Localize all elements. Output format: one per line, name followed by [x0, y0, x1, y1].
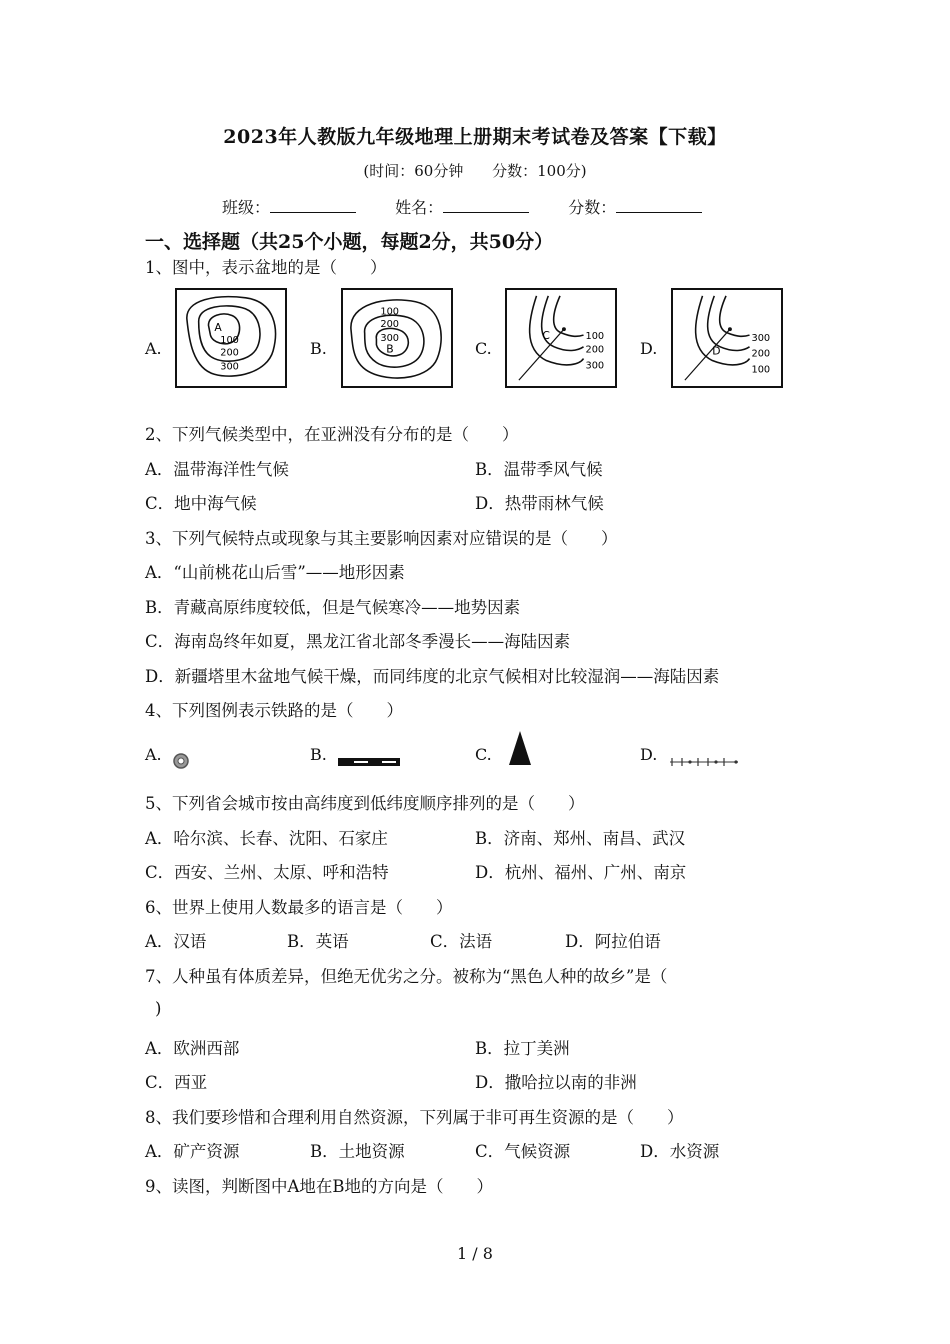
- q5-option-d[interactable]: D．杭州、福州、广州、南京: [475, 863, 687, 882]
- q1-option-b[interactable]: B.: [310, 339, 327, 358]
- contour-map-b: [341, 288, 453, 388]
- fig-c-label-200: 200: [585, 344, 605, 356]
- fig-c-label-300: 300: [585, 360, 605, 372]
- q7-option-d[interactable]: D．撒哈拉以南的非洲: [475, 1073, 637, 1092]
- q2-option-d[interactable]: D．热带雨林气候: [475, 494, 604, 513]
- q4-option-d[interactable]: D.: [640, 745, 658, 764]
- fig-a-label-300: 300: [220, 361, 239, 373]
- fig-d-label-300: 300: [751, 332, 771, 344]
- class-label: 班级：: [222, 198, 271, 217]
- name-label: 姓名：: [395, 198, 444, 217]
- fig-a-label-a: A: [214, 321, 222, 335]
- score-blank[interactable]: [616, 196, 702, 213]
- q2-stem: 2、下列气候类型中，在亚洲没有分布的是（ ）: [145, 425, 519, 444]
- q4-option-b[interactable]: B.: [310, 745, 327, 764]
- q6-stem: 6、世界上使用人数最多的语言是（ ）: [145, 898, 453, 917]
- time-info: (时间：60分钟: [363, 162, 464, 180]
- fig-d-label-200: 200: [751, 348, 771, 360]
- q1-option-c[interactable]: C.: [475, 339, 492, 358]
- map-symbol-circle-icon: [172, 752, 190, 770]
- q8-option-b[interactable]: B．土地资源: [310, 1142, 405, 1161]
- q2-option-c[interactable]: C．地中海气候: [145, 494, 257, 513]
- score-info: 分数：100分): [492, 162, 587, 180]
- q6-option-b[interactable]: B．英语: [287, 932, 349, 951]
- mountain-peak-icon: [508, 730, 532, 766]
- q1-option-d[interactable]: D.: [640, 339, 658, 358]
- q6-option-d[interactable]: D．阿拉伯语: [565, 932, 661, 951]
- name-blank[interactable]: [443, 196, 529, 213]
- q4-option-c[interactable]: C.: [475, 745, 492, 764]
- contour-map-d: [671, 288, 783, 388]
- q1-stem: 1、图中，表示盆地的是（ ）: [145, 258, 387, 277]
- q3-stem: 3、下列气候特点或现象与其主要影响因素对应错误的是（ ）: [145, 529, 618, 548]
- q5-option-b[interactable]: B．济南、郑州、南昌、武汉: [475, 829, 686, 848]
- section-heading: 一、选择题（共25个小题，每题2分，共50分）: [145, 231, 554, 253]
- page-number: 1 / 8: [457, 1244, 493, 1263]
- q3-option-b[interactable]: B．青藏高原纬度较低，但是气候寒冷——地势因素: [145, 598, 521, 617]
- q5-option-a[interactable]: A．哈尔滨、长春、沈阳、石家庄: [145, 829, 388, 848]
- q8-option-c[interactable]: C．气候资源: [475, 1142, 571, 1161]
- q6-option-a[interactable]: A．汉语: [145, 932, 207, 951]
- q9-stem: 9、读图，判断图中A地在B地的方向是（ ）: [145, 1177, 494, 1196]
- q7-option-c[interactable]: C．西亚: [145, 1073, 208, 1092]
- fig-b-label-100: 100: [380, 306, 400, 318]
- class-blank[interactable]: [270, 196, 356, 213]
- q4-option-a[interactable]: A.: [145, 745, 162, 764]
- q7-option-a[interactable]: A．欧洲西部: [145, 1039, 240, 1058]
- fig-b-label-b: B: [386, 342, 394, 356]
- fig-b-label-200: 200: [380, 319, 400, 331]
- q3-option-c[interactable]: C．海南岛终年如夏，黑龙江省北部冬季漫长——海陆因素: [145, 632, 571, 651]
- boundary-line-icon: [670, 757, 740, 767]
- q3-option-d[interactable]: D．新疆塔里木盆地气候干燥，而同纬度的北京气候相对比较湿润——海陆因素: [145, 667, 720, 686]
- q5-option-c[interactable]: C．西安、兰州、太原、呼和浩特: [145, 863, 389, 882]
- contour-map-a: [175, 288, 287, 388]
- fig-d-label-100: 100: [751, 364, 771, 376]
- q2-option-b[interactable]: B．温带季风气候: [475, 460, 603, 479]
- q5-stem: 5、下列省会城市按由高纬度到低纬度顺序排列的是（ ）: [145, 794, 585, 813]
- fig-d-label-d: D: [712, 344, 721, 358]
- fig-a-label-100: 100: [220, 334, 239, 346]
- railway-symbol-icon: [338, 757, 400, 767]
- q3-option-a[interactable]: A．“山前桃花山后雪”——地形因素: [145, 563, 405, 582]
- q7-option-b[interactable]: B．拉丁美洲: [475, 1039, 570, 1058]
- student-info: [222, 195, 736, 218]
- fig-b-label-300: 300: [380, 332, 400, 344]
- q7-stem-continued: ): [155, 999, 162, 1018]
- exam-info: [0, 160, 950, 181]
- q2-option-a[interactable]: A．温带海洋性气候: [145, 460, 289, 479]
- page-title: 2023年人教版九年级地理上册期末考试卷及答案【下载】: [223, 126, 727, 148]
- fig-c-label-100: 100: [585, 330, 605, 342]
- q4-stem: 4、下列图例表示铁路的是（ ）: [145, 701, 403, 720]
- score-label: 分数：: [568, 198, 617, 217]
- q7-stem: 7、人种虽有体质差异，但绝无优劣之分。被称为“黑色人种的故乡”是（: [145, 967, 668, 986]
- contour-map-c: [505, 288, 617, 388]
- fig-a-label-200: 200: [220, 347, 239, 359]
- q8-stem: 8、我们要珍惜和合理利用自然资源，下列属于非可再生资源的是（ ）: [145, 1108, 684, 1127]
- q8-option-d[interactable]: D．水资源: [640, 1142, 720, 1161]
- q8-option-a[interactable]: A．矿产资源: [145, 1142, 240, 1161]
- q1-option-a[interactable]: A.: [145, 339, 162, 358]
- q6-option-c[interactable]: C．法语: [430, 932, 493, 951]
- fig-c-label-c: C: [542, 328, 550, 342]
